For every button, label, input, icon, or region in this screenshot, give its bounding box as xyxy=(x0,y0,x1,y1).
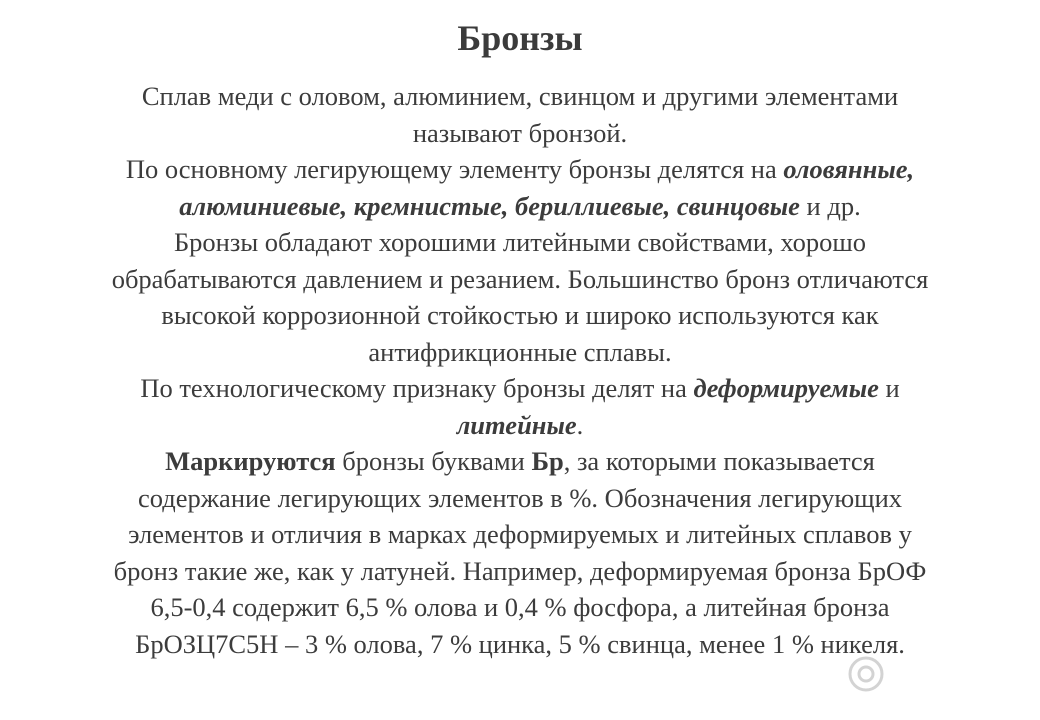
text-line xyxy=(0,261,1040,298)
text-line xyxy=(0,334,1040,371)
bold-text: Маркируются xyxy=(165,446,336,476)
text-line xyxy=(0,188,1040,225)
text-span: содержание легирующих элементов в %. Обозначения легирующих xyxy=(138,482,902,513)
text-span: и др. xyxy=(799,190,861,221)
bold-text: Бр xyxy=(531,446,564,476)
text-span: По технологическому признаку бронзы делят на xyxy=(140,373,694,403)
text-line xyxy=(0,407,1040,444)
text-span: высокой коррозионной стойкостью и широко используются как xyxy=(161,300,879,330)
text-line xyxy=(0,553,1040,590)
text-span: называют бронзой. xyxy=(412,117,628,148)
text-span: 6,5-0,4 содержит 6,5 % олова и 0,4 % фосфора, а литейная бронза xyxy=(150,592,890,622)
text-span: элементов и отличия в марках деформируемых и литейных сплавов у xyxy=(128,519,912,549)
emphasis-text: оловянные, xyxy=(783,154,915,184)
text-span: и xyxy=(878,373,900,403)
text-span: Сплав меди с оловом, алюминием, свинцом и другими элементами xyxy=(141,81,899,111)
text-line xyxy=(0,589,1040,626)
text-line xyxy=(0,151,1040,188)
text-span: Бронзы обладают хорошими литейными свойствами, хорошо xyxy=(173,227,867,257)
text-line xyxy=(0,115,1040,152)
text-line xyxy=(0,370,1040,407)
emphasis-text: деформируемые xyxy=(693,373,879,403)
text-span: бронзы буквами xyxy=(335,446,532,476)
emphasis-text: алюминиевые, кремнистые, бериллиевые, свинцовые xyxy=(179,190,800,221)
emphasis-text: литейные xyxy=(456,409,577,440)
text-line xyxy=(0,480,1040,517)
text-line xyxy=(0,78,1040,115)
text-span: . xyxy=(576,409,584,440)
text-line xyxy=(0,297,1040,334)
text-line xyxy=(0,443,1040,480)
watermark-logo-icon xyxy=(846,654,886,694)
watermark-logo-svg xyxy=(846,654,886,694)
text-line xyxy=(0,224,1040,261)
text-span: обрабатываются давлением и резанием. Большинство бронз отличаются xyxy=(111,263,929,294)
text-span: По основному легирующему элементу бронзы делятся на xyxy=(125,154,784,184)
text-line xyxy=(0,516,1040,553)
text-span: БрОЗЦ7С5Н – 3 % олова, 7 % цинка, 5 % свинца, менее 1 % никеля. xyxy=(135,628,905,659)
text-span: бронз такие же, как у латуней. Например, деформируемая бронза БрОФ xyxy=(113,555,927,586)
text-span: антифрикционные сплавы. xyxy=(368,336,672,367)
page-title: Бронзы xyxy=(457,18,583,58)
body-text xyxy=(0,78,1040,662)
text-span: , за которыми показывается xyxy=(563,446,875,476)
